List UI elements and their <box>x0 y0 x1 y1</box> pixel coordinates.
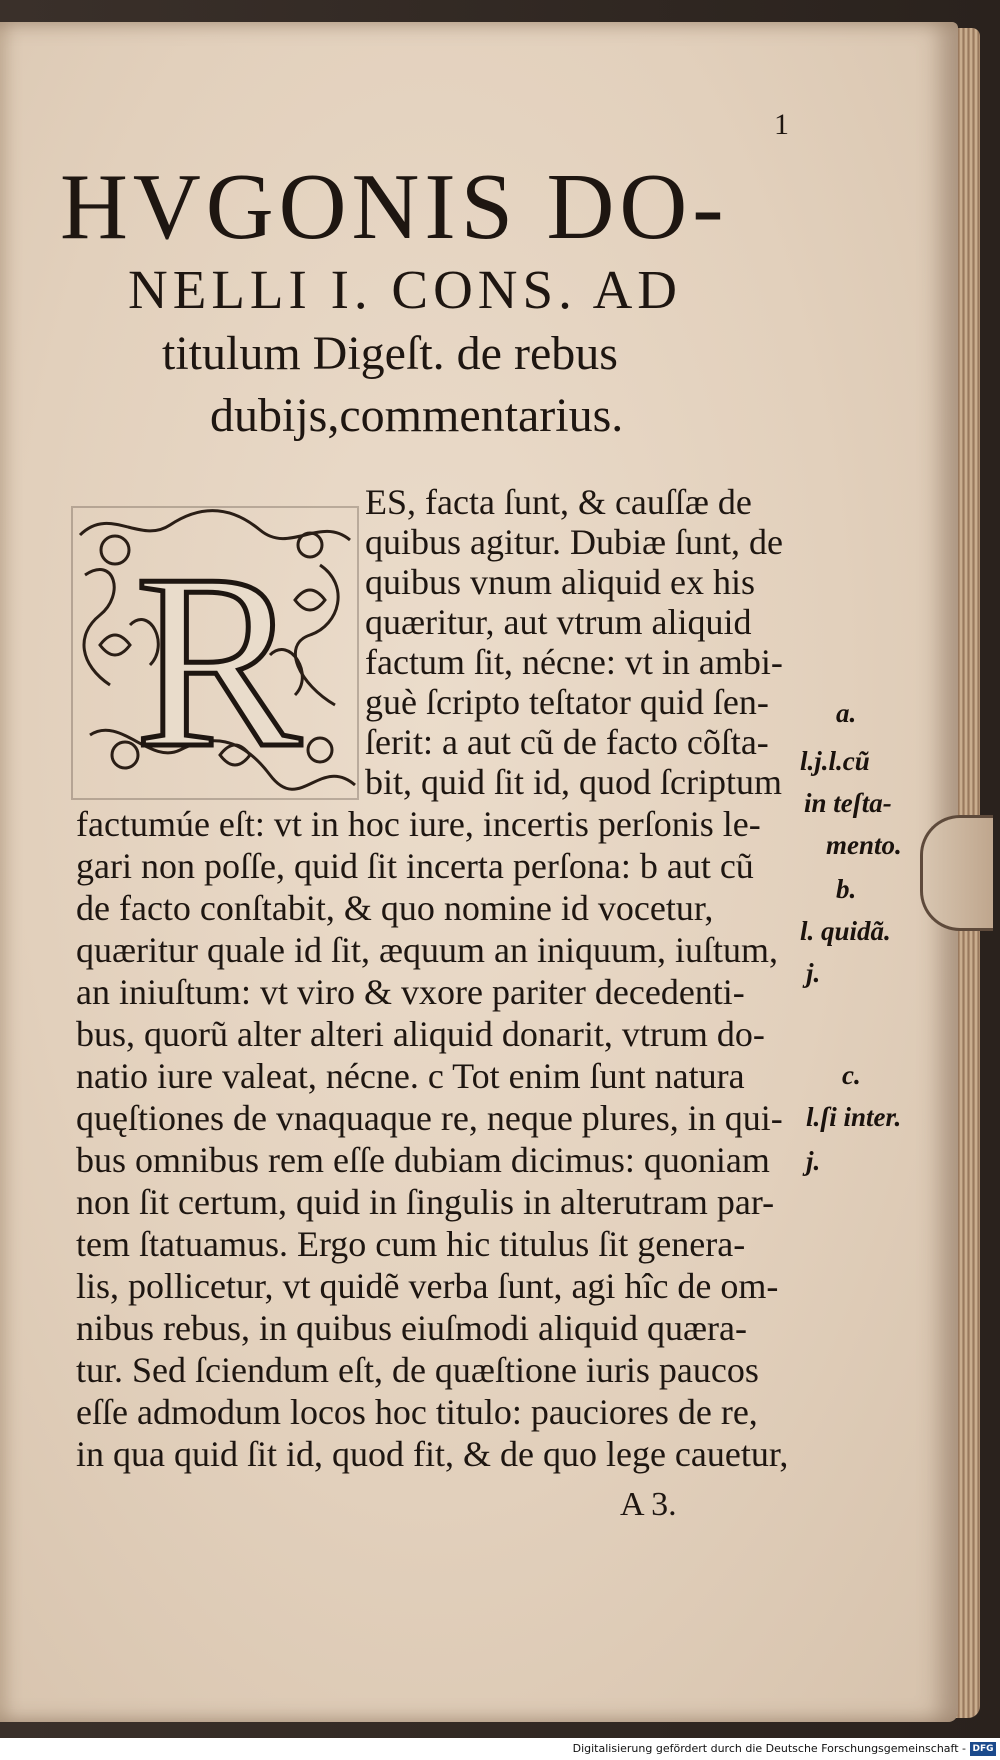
initial-letter: R <box>134 523 302 800</box>
body-line: nibus rebus, in quibus eiuſmodi aliquid quæra- <box>76 1308 747 1348</box>
body-line: tur. Sed ſciendum eſt, de quæſtione iuris paucos <box>76 1350 759 1390</box>
body-line: de facto conſtabit, & quo nomine id vocetur, <box>76 888 714 928</box>
body-line: factumúe eſt: vt in hoc iure, incertis perſonis le- <box>76 804 761 844</box>
body-line: ſerit: a aut cũ de facto cõſta- <box>365 722 769 762</box>
title-line-4: dubijs,commentarius. <box>210 389 624 442</box>
margin-note: l.ſi inter. <box>806 1102 902 1132</box>
dfg-logo: DFG <box>970 1742 996 1756</box>
body-line: bit, quid ſit id, quod ſcriptum <box>365 762 782 802</box>
signature-mark: A 3. <box>620 1486 677 1523</box>
footer-credit: Digitalisierung gefördert durch die Deutsche Forschungsgemeinschaft - <box>572 1742 966 1755</box>
margin-note: a. <box>836 698 857 728</box>
folio-number: 1 <box>774 108 789 141</box>
title-line-3: titulum Digeſt. de rebus <box>162 327 618 380</box>
book-clasp <box>920 815 993 931</box>
ornament-icon <box>70 505 360 801</box>
body-line: lis, pollicetur, vt quidẽ verba ſunt, agi hîc de om- <box>76 1266 779 1306</box>
body-line: quibus agitur. Dubiæ ſunt, de <box>365 522 783 562</box>
body-line: bus, quorũ alter alteri aliquid donarit, vtrum do- <box>76 1014 765 1054</box>
margin-note: in teſta- <box>804 788 892 818</box>
digitization-footer <box>0 1738 1000 1760</box>
margin-note: j. <box>806 1146 821 1176</box>
margin-note: l. quidã. <box>800 916 891 946</box>
margin-note: l.j.l.cũ <box>800 746 870 776</box>
margin-note: mento. <box>826 830 902 860</box>
body-line: guè ſcripto teſtator quid ſen- <box>365 682 769 722</box>
body-line: quæritur, aut vtrum aliquid <box>365 602 752 642</box>
body-line: non ſit certum, quid in ſingulis in alterutram par- <box>76 1182 775 1222</box>
body-line: factum ſit, nécne: vt in ambi- <box>365 642 783 682</box>
margin-note: j. <box>806 958 821 988</box>
title-line-1: HVGONIS DO- <box>60 155 729 259</box>
margin-note: b. <box>836 874 857 904</box>
body-line: gari non poſſe, quid ſit incerta perſona: b aut cũ <box>76 846 754 886</box>
body-line: quæritur quale id ſit, æquum an iniquum, iuſtum, <box>76 930 778 970</box>
body-line: an iniuſtum: vt viro & vxore pariter decedenti- <box>76 972 745 1012</box>
body-line: quibus vnum aliquid ex his <box>365 562 755 602</box>
body-line: eſſe admodum locos hoc titulo: pauciores de re, <box>76 1392 758 1432</box>
body-line: quęſtiones de vnaquaque re, neque plures, in qui- <box>76 1098 783 1138</box>
body-line: bus omnibus rem eſſe dubiam dicimus: quoniam <box>76 1140 770 1180</box>
body-line: in qua quid ſit id, quod fit, & de quo lege cauetur, <box>76 1434 789 1474</box>
body-line: natio iure valeat, nécne. c Tot enim ſunt natura <box>76 1056 745 1096</box>
body-line: tem ſtatuamus. Ergo cum hic titulus ſit genera- <box>76 1224 746 1264</box>
margin-note: c. <box>842 1060 861 1090</box>
body-line: ES, facta ſunt, & cauſſæ de <box>365 482 752 522</box>
title-line-2: NELLI I. CONS. AD <box>128 259 683 320</box>
decorated-initial-letter <box>70 505 360 801</box>
